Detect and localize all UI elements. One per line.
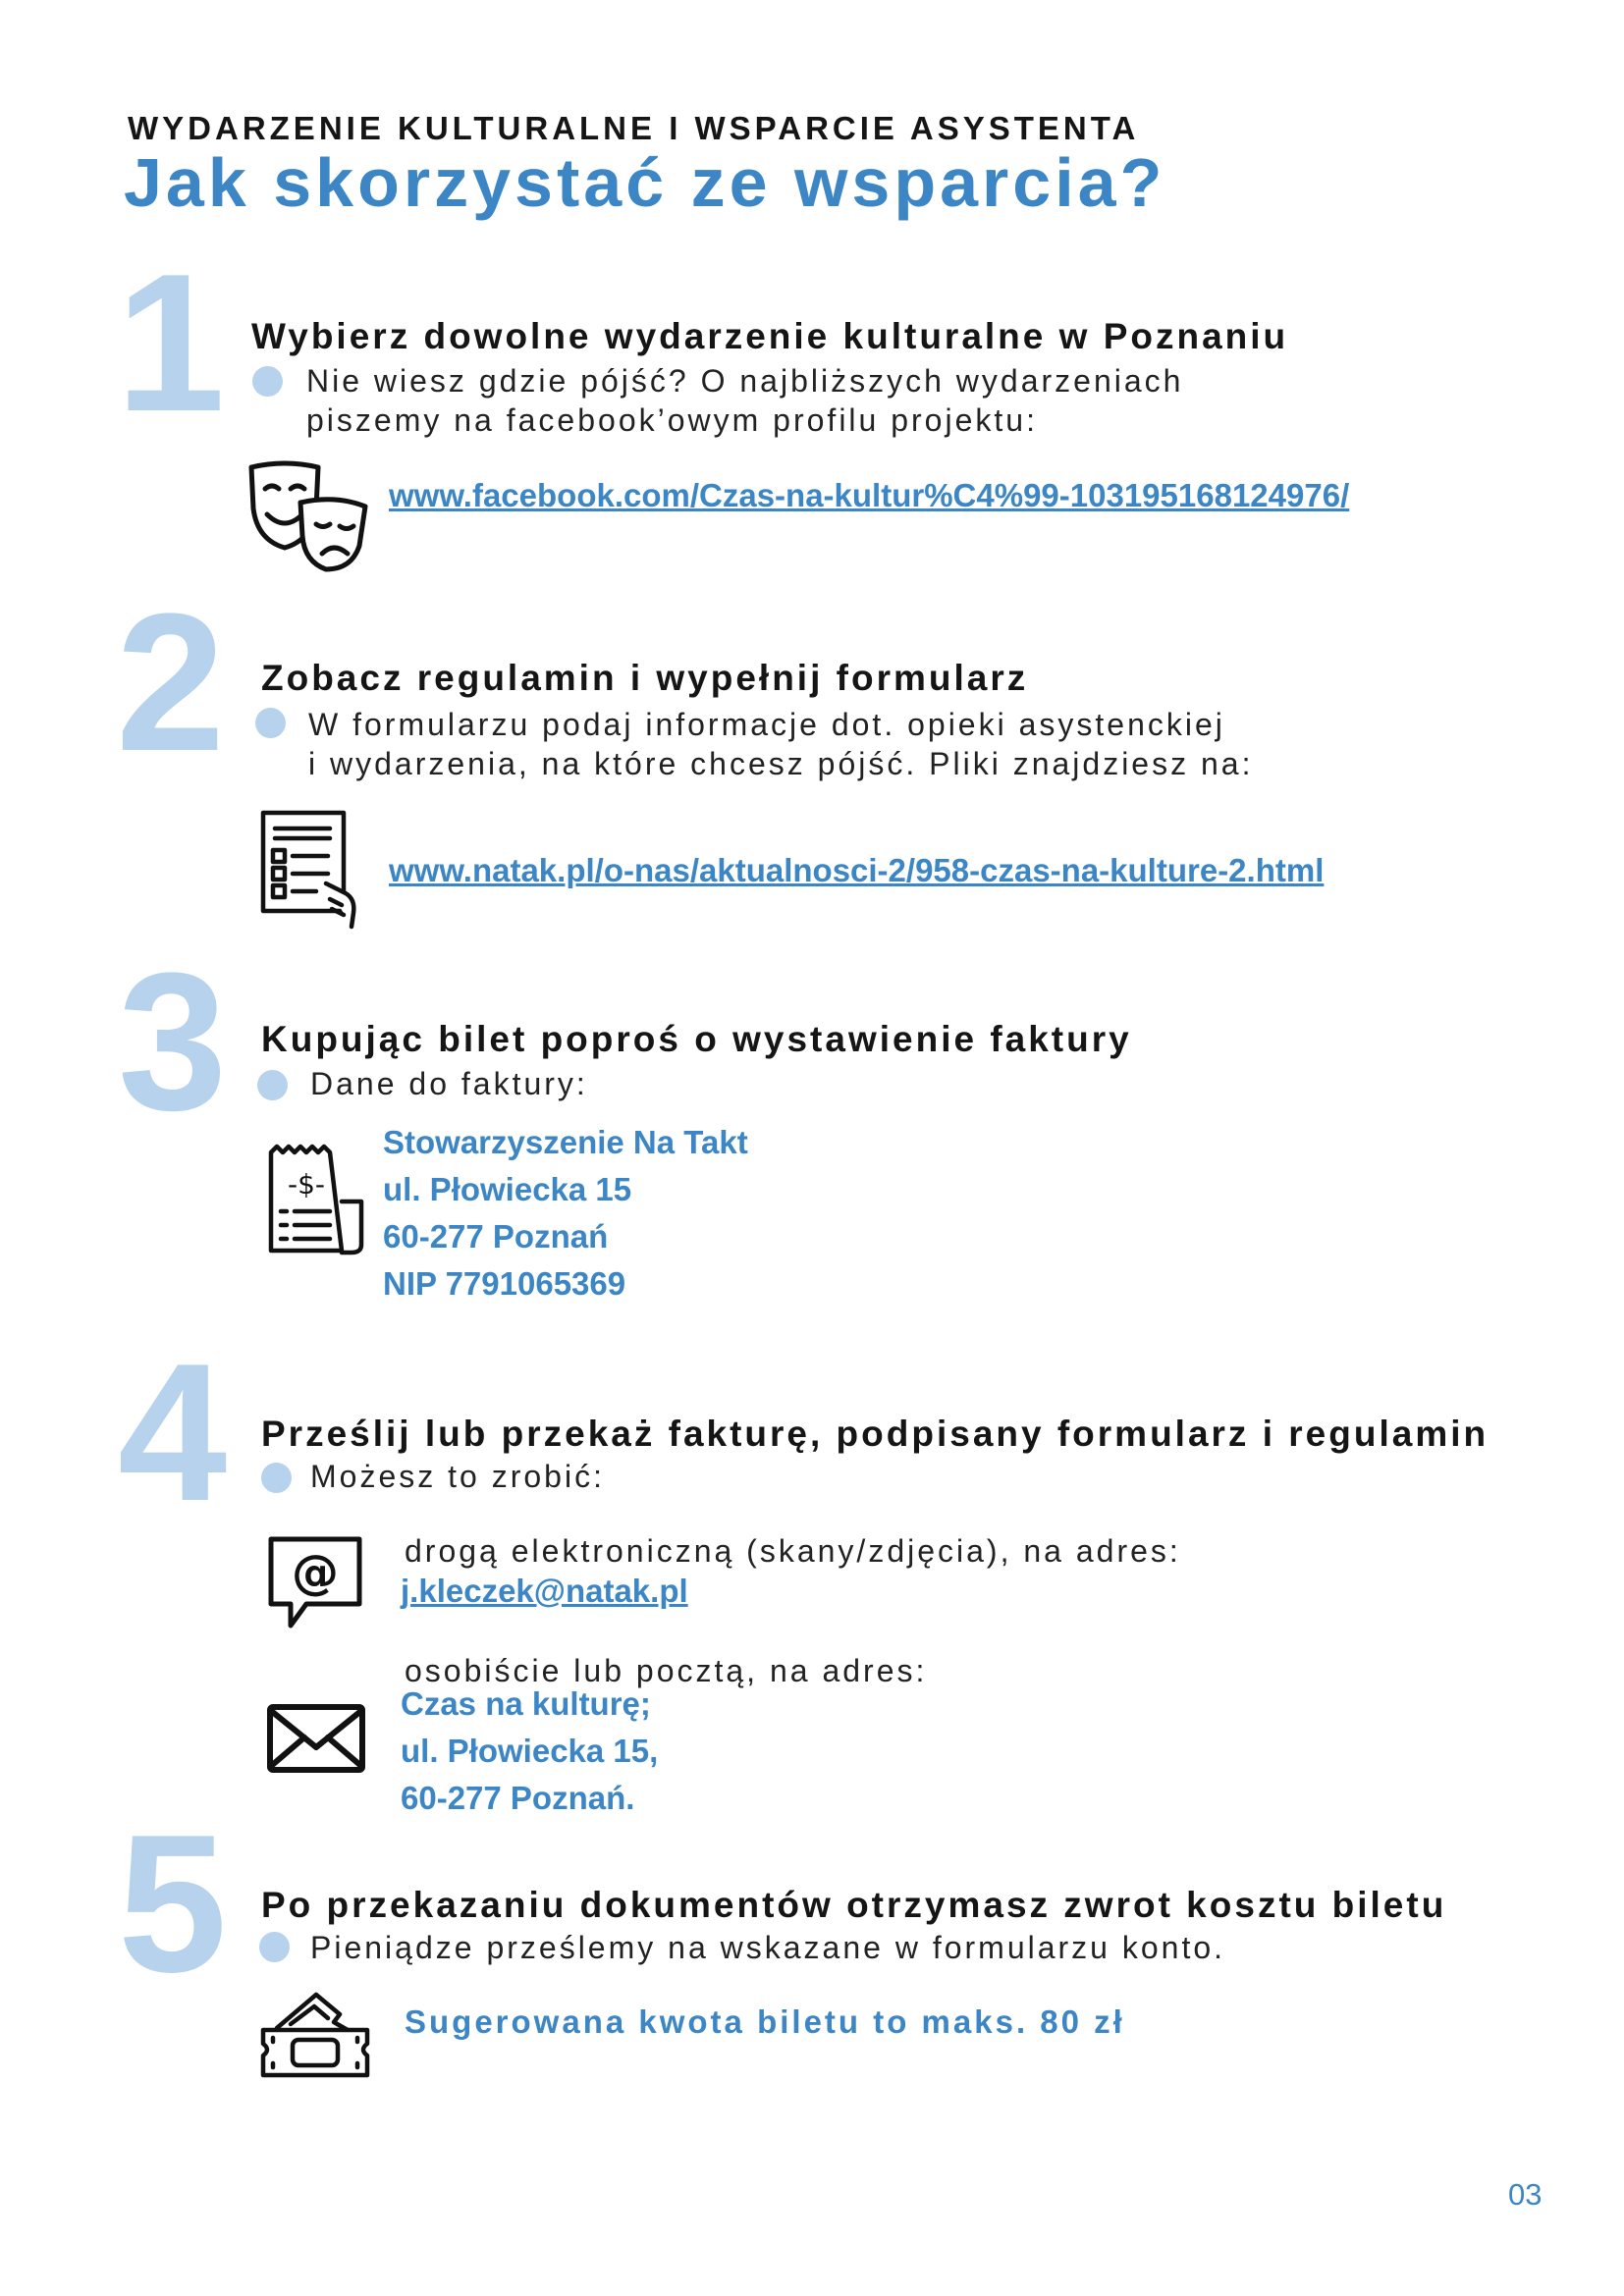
step-2-heading: Zobacz regulamin i wypełnij formularz — [261, 658, 1029, 698]
step-1-line-2: piszemy na facebook’owym profilu projektu: — [306, 402, 1038, 438]
step-3-heading: Kupując bilet poproś o wystawienie faktury — [261, 1019, 1132, 1059]
invoice-nip: NIP 7791065369 — [383, 1265, 626, 1302]
step-number-4: 4 — [118, 1323, 228, 1542]
bullet-dot — [252, 366, 283, 397]
step-3-line-1: Dane do faktury: — [310, 1066, 588, 1101]
natak-regulations-link[interactable]: www.natak.pl/o-nas/aktualnosci-2/958-czas-na-kulture-2.html — [389, 852, 1325, 888]
step-1-heading: Wybierz dowolne wydarzenie kulturalne w Poznaniu — [251, 316, 1289, 356]
ticket-icon — [257, 1985, 373, 2081]
form-checklist-icon — [257, 807, 367, 931]
step-number-1: 1 — [116, 234, 226, 453]
ticket-note: Sugerowana kwota biletu to maks. 80 zł — [405, 2003, 1125, 2040]
invoice-street: ul. Płowiecka 15 — [383, 1171, 632, 1207]
section-kicker: WYDARZENIE KULTURALNE I WSPARCIE ASYSTENTA — [128, 110, 1140, 146]
bullet-dot — [261, 1463, 292, 1493]
email-intro: drogą elektroniczną (skany/zdjęcia), na adres: — [405, 1533, 1181, 1569]
email-at-icon — [265, 1533, 365, 1631]
bullet-dot — [257, 1070, 288, 1100]
step-4-heading: Prześlij lub przekaż fakturę, podpisany formularz i regulamin — [261, 1414, 1489, 1454]
invoice-city: 60-277 Poznań — [383, 1218, 609, 1255]
page-title: Jak skorzystać ze wsparcia? — [124, 144, 1166, 221]
step-5-line-1: Pieniądze prześlemy na wskazane w formularzu konto. — [310, 1930, 1226, 1965]
step-number-3: 3 — [118, 933, 228, 1151]
receipt-icon — [265, 1143, 369, 1258]
email-link[interactable]: j.kleczek@natak.pl — [401, 1573, 688, 1609]
step-4-line-1: Możesz to zrobić: — [310, 1459, 605, 1494]
facebook-link[interactable]: www.facebook.com/Czas-na-kultur%C4%99-103195168124976/ — [389, 477, 1350, 513]
step-number-5: 5 — [118, 1794, 228, 2013]
step-2-line-2: i wydarzenia, na które chcesz pójść. Pliki znajdziesz na: — [308, 746, 1254, 781]
invoice-name: Stowarzyszenie Na Takt — [383, 1124, 748, 1160]
theater-masks-icon — [245, 459, 373, 572]
bullet-dot — [259, 1932, 290, 1962]
svg-text:-$-: -$- — [287, 1168, 326, 1201]
step-1-line-1: Nie wiesz gdzie pójść? O najbliższych wydarzeniach — [306, 363, 1184, 399]
step-2-line-1: W formularzu podaj informacje dot. opieki asystenckiej — [308, 707, 1225, 742]
step-number-2: 2 — [116, 573, 226, 792]
bullet-dot — [255, 708, 286, 738]
step-5-heading: Po przekazaniu dokumentów otrzymasz zwrot kosztu biletu — [261, 1885, 1447, 1925]
page-number: 03 — [1508, 2177, 1543, 2212]
post-line-1: Czas na kulturę; — [401, 1685, 651, 1722]
post-line-3: 60-277 Poznań. — [401, 1780, 635, 1816]
post-line-2: ul. Płowiecka 15, — [401, 1733, 659, 1769]
post-intro: osobiście lub pocztą, na adres: — [405, 1653, 928, 1688]
svg-text:@: @ — [292, 1545, 339, 1600]
envelope-icon — [265, 1702, 367, 1775]
